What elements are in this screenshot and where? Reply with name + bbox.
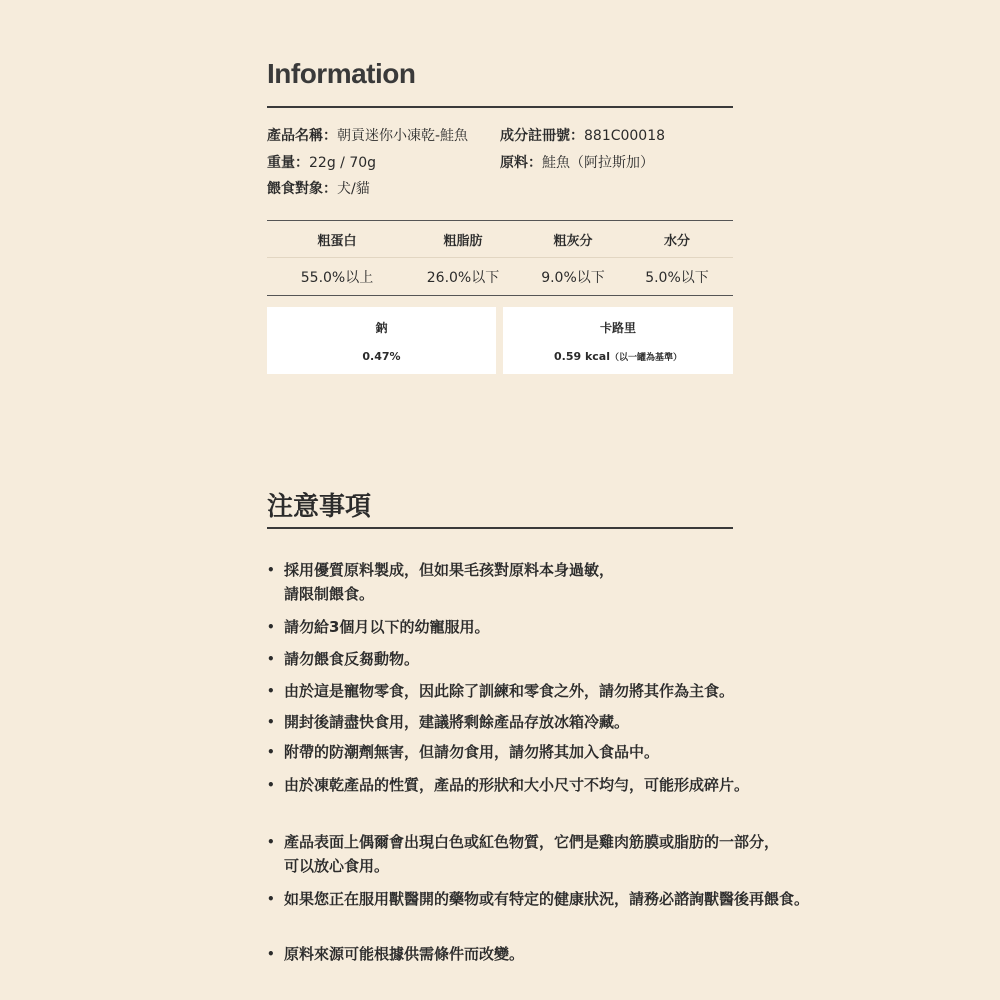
nutrition-header-row xyxy=(267,221,733,258)
weight-label: 重量： xyxy=(267,155,309,171)
ingredient-row xyxy=(500,154,654,172)
value-crude-protein: 55.0%以上 xyxy=(300,269,374,286)
bullet-icon: • xyxy=(267,947,275,961)
note-line: 如果您正在服用獸醫開的藥物或有特定的健康狀況，請務必諮詢獸醫後再餵食。 xyxy=(284,890,810,908)
calorie-box xyxy=(503,307,733,374)
note-item xyxy=(267,647,967,671)
note-line: 原料來源可能根據供需條件而改變。 xyxy=(284,945,525,963)
bullet-icon: • xyxy=(267,745,275,759)
target-row xyxy=(267,180,370,198)
note-item xyxy=(267,887,967,911)
product-name-value: 朝貢迷你小凍乾-鮭魚 xyxy=(337,128,469,144)
nutrient-boxes xyxy=(267,307,733,374)
calorie-value: 0.59 kcal xyxy=(553,349,610,363)
registration-row xyxy=(500,127,665,145)
note-item xyxy=(267,710,967,734)
registration-value: 881C00018 xyxy=(584,128,666,144)
calorie-label: 卡路里 xyxy=(599,320,636,335)
note-line: 開封後請盡快食用，建議將剩餘產品存放冰箱冷藏。 xyxy=(284,713,630,731)
bullet-icon: • xyxy=(267,684,275,698)
note-line: 請勿給3個月以下的幼寵服用。 xyxy=(284,618,490,636)
note-line: 可以放心食用。 xyxy=(284,857,390,875)
header-crude-ash: 粗灰分 xyxy=(553,233,593,249)
nutrition-table xyxy=(267,220,733,296)
sodium-box xyxy=(267,307,496,374)
note-line: 由於凍乾產品的性質，產品的形狀和大小尺寸不均勻，可能形成碎片。 xyxy=(284,776,750,794)
note-item xyxy=(267,615,967,639)
value-moisture: 5.0%以下 xyxy=(645,269,709,286)
value-crude-fat: 26.0%以下 xyxy=(426,269,500,286)
target-value: 犬/貓 xyxy=(337,181,370,197)
bullet-icon: • xyxy=(267,892,275,906)
note-line: 請限制餵食。 xyxy=(284,585,375,603)
bullet-icon: • xyxy=(267,563,275,577)
notes-list xyxy=(267,558,967,966)
note-item xyxy=(267,773,967,797)
weight-row xyxy=(267,154,376,172)
header-moisture: 水分 xyxy=(663,233,690,249)
bullet-icon: • xyxy=(267,652,275,666)
bullet-icon: • xyxy=(267,620,275,634)
product-name-label: 產品名稱： xyxy=(267,128,337,144)
information-heading: Information xyxy=(267,58,416,89)
sodium-label: 鈉 xyxy=(375,320,388,335)
target-label: 餵食對象： xyxy=(267,181,337,197)
note-item xyxy=(267,740,967,764)
note-line: 產品表面上偶爾會出現白色或紅色物質，它們是雞肉筋膜或脂肪的一部分， xyxy=(284,833,780,851)
registration-label: 成分註冊號： xyxy=(500,128,584,144)
note-item xyxy=(267,558,967,606)
ingredient-label: 原料： xyxy=(500,155,542,171)
note-line: 附帶的防潮劑無害，但請勿食用，請勿將其加入食品中。 xyxy=(284,743,660,761)
notes-heading: 注意事項 xyxy=(267,492,372,522)
note-line: 請勿餵食反芻動物。 xyxy=(284,650,420,668)
note-item xyxy=(267,942,967,966)
bullet-icon: • xyxy=(267,715,275,729)
note-item xyxy=(267,679,967,703)
value-crude-ash: 9.0%以下 xyxy=(541,269,605,286)
calorie-value-line xyxy=(554,350,682,363)
calorie-note: （以一罐為基準） xyxy=(609,352,682,363)
bullet-icon: • xyxy=(267,778,275,792)
note-line: 由於這是寵物零食，因此除了訓練和零食之外，請勿將其作為主食。 xyxy=(284,682,735,700)
note-item xyxy=(267,830,967,878)
heading-divider xyxy=(267,106,733,108)
header-crude-fat: 粗脂肪 xyxy=(443,233,483,249)
sodium-value: 0.47% xyxy=(362,349,401,363)
weight-value: 22g / 70g xyxy=(309,155,377,171)
product-name-row xyxy=(267,127,468,145)
note-line: 採用優質原料製成，但如果毛孩對原料本身過敏， xyxy=(284,561,615,579)
bullet-icon: • xyxy=(267,835,275,849)
nutrition-value-row xyxy=(267,258,733,295)
header-crude-protein: 粗蛋白 xyxy=(317,233,357,249)
notes-divider xyxy=(267,527,733,529)
ingredient-value: 鮭魚（阿拉斯加） xyxy=(542,155,654,171)
